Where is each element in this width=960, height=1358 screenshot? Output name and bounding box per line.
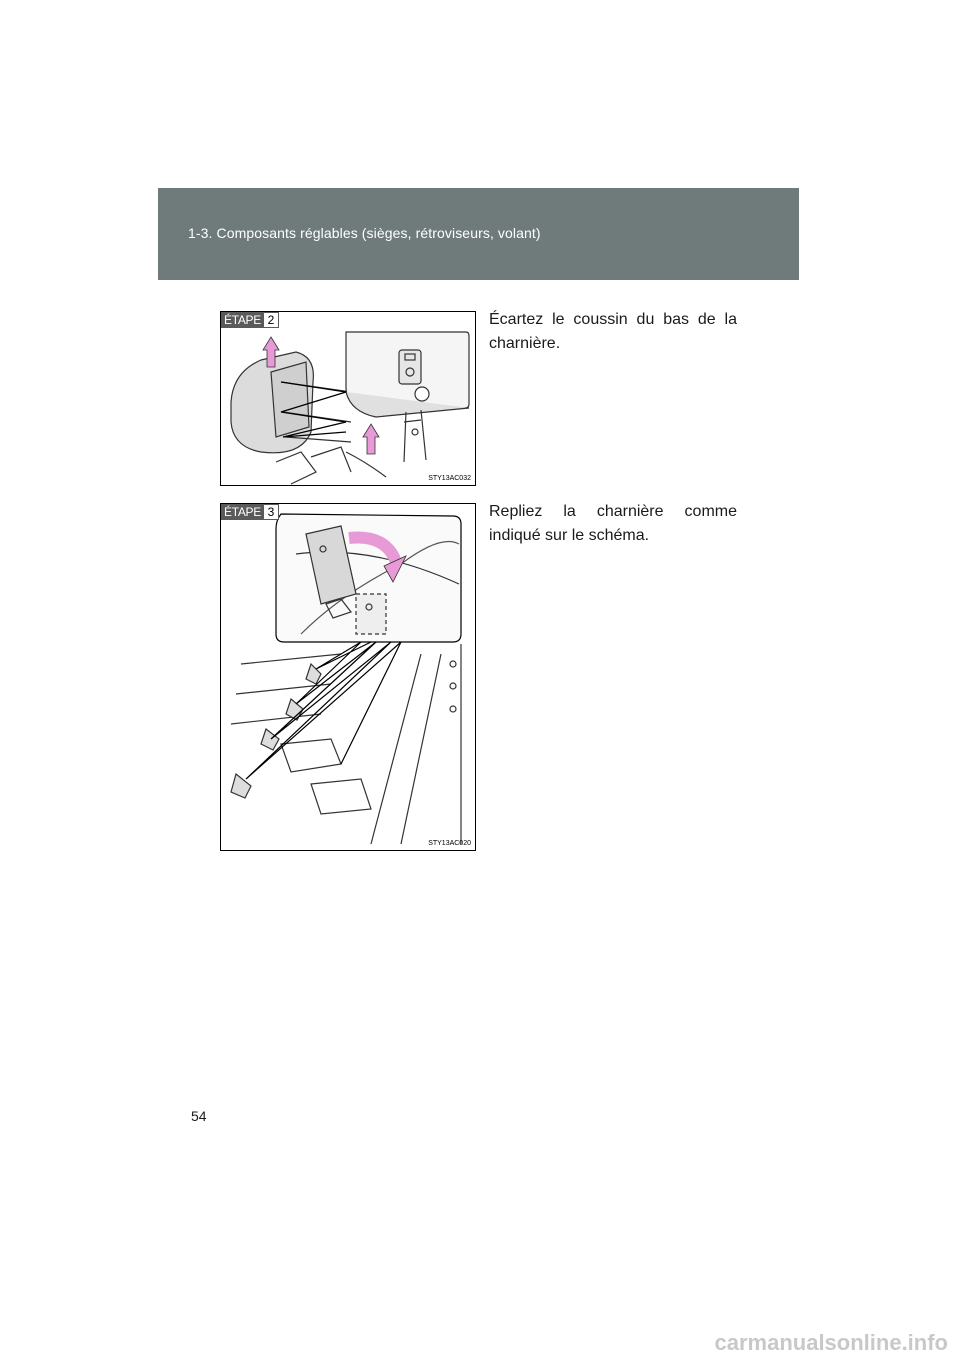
figure-code: STY13AC032: [428, 475, 471, 482]
watermark: carmanualsonline.info: [714, 1330, 948, 1355]
chapter-title: 1-3. Composants réglables (sièges, rétroviseurs, volant): [188, 225, 541, 241]
page-number: 54: [191, 1108, 207, 1124]
step-badge: [221, 312, 279, 328]
step-badge-number: 3: [264, 504, 279, 520]
step-badge: [221, 504, 279, 520]
figure-code: STY13AC020: [428, 840, 471, 847]
figure-step-3: [220, 503, 476, 851]
hinge-illustration-1: [221, 312, 475, 485]
step-badge-word: ÉTAPE: [221, 504, 264, 520]
step-2-text: Écartez le coussin du bas de la charnière.: [489, 311, 737, 352]
hinge-illustration-2: [221, 504, 475, 850]
step-badge-number: 2: [264, 312, 279, 328]
figure-step-2: [220, 311, 476, 486]
step-3-text: Repliez la charnière comme indiqué sur le schéma.: [489, 503, 737, 544]
chapter-header: [158, 188, 799, 280]
step-badge-word: ÉTAPE: [221, 312, 264, 328]
